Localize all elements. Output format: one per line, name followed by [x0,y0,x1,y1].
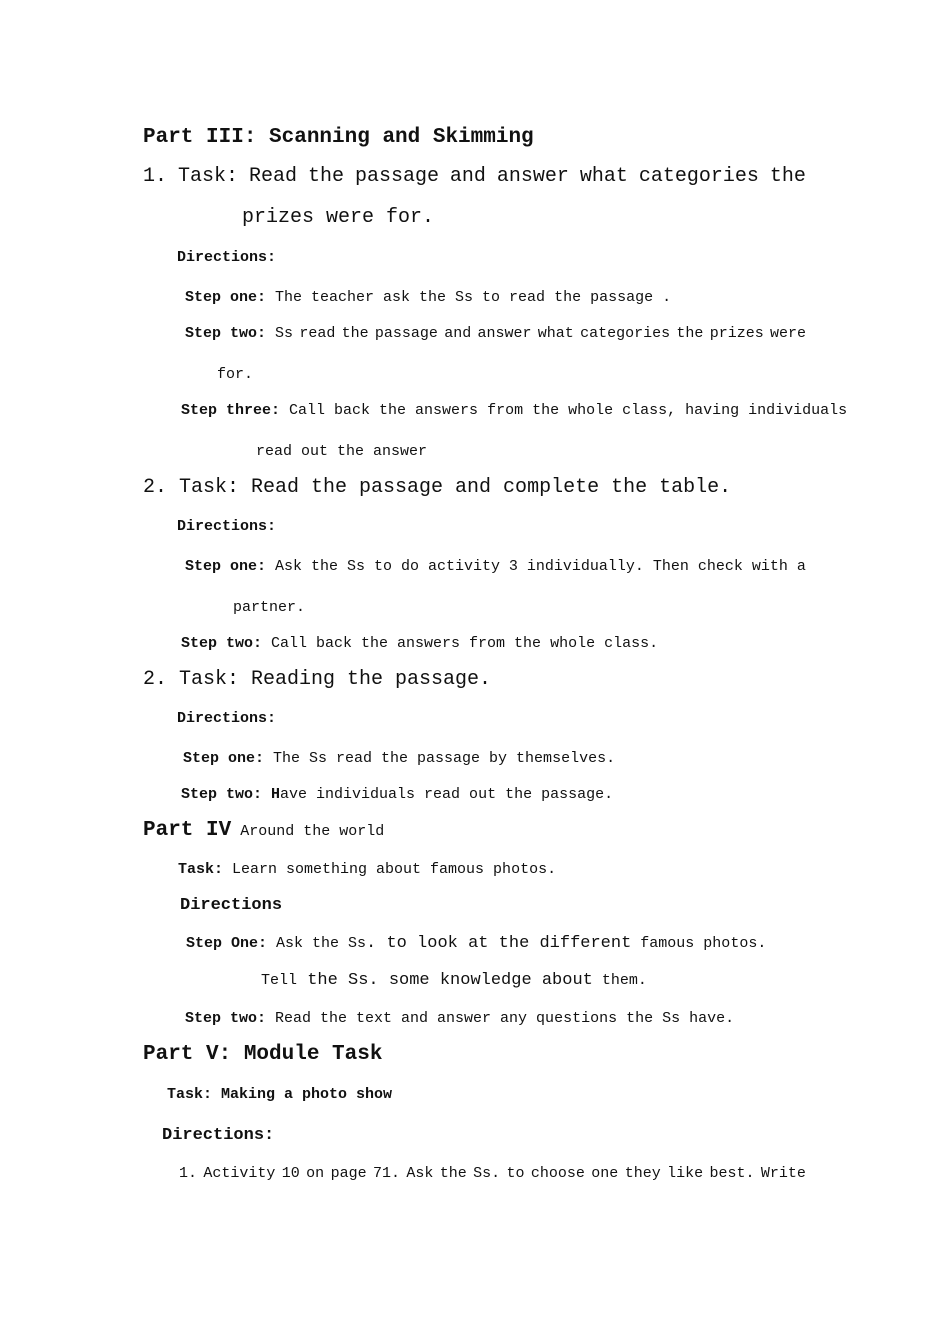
step-text-a: Ask the Ss [267,935,367,952]
word: to [506,1165,525,1182]
task1-step2-cont: for. [217,366,254,383]
word: answer [496,165,569,188]
word: with [751,558,788,575]
word: Activity [203,1165,276,1182]
task1-line2: prizes were for. [242,206,435,229]
word: 1. [179,1165,198,1182]
cont-a: Tell [261,972,298,989]
part4-heading-line [143,820,384,841]
word: Then [652,558,689,575]
word: what [537,325,574,342]
word: the [307,165,344,188]
task3-step2 [181,787,613,802]
part4-directions: Directions [180,896,283,915]
task3-directions: Directions: [177,710,277,727]
cont-b: the Ss. some knowledge about [297,971,593,990]
word: activity [427,558,500,575]
step-label: Step one: [185,289,267,306]
word: 3 [508,558,518,575]
word: they [624,1165,661,1182]
step-text: The Ss read the passage by themselves. [264,750,616,767]
step-text [275,326,806,341]
word: do [400,558,419,575]
word: read [299,325,336,342]
word: Ss. [473,1165,501,1182]
word: the [311,558,339,575]
word: the [341,325,369,342]
word: categories [580,325,671,342]
word: answer [477,325,532,342]
part4-subtitle: Around the world [231,823,385,840]
word: to [373,558,392,575]
word: choose [530,1165,585,1182]
word: and [449,165,486,188]
task1-line1 [143,167,806,187]
step-text-c: famous photos. [631,935,767,952]
word: and [444,325,472,342]
step-text-bold: H [262,786,281,803]
task-label: Task: [178,861,224,878]
step-label: Step three: [181,402,281,419]
task-text: Learn something about famous photos. [223,861,557,878]
word: passage [374,325,438,342]
task1-step3-cont: read out the answer [256,443,428,460]
step-label: Step two: [185,1010,267,1027]
task3-line: 2. Task: Reading the passage. [143,668,492,691]
part5-directions: Directions: [162,1126,275,1145]
word: Ask [275,558,303,575]
word: the [439,1165,467,1182]
word: passage [354,165,439,188]
task2-step2 [181,636,658,651]
step-text: The teacher ask the Ss to read the passage . [266,289,672,306]
step-text: Call back the answers from the whole class, having individuals [280,402,848,419]
task2-step1 [185,559,806,574]
part4-task [178,862,556,877]
part5-item1 [179,1166,806,1181]
word: Ss [346,558,365,575]
word: a [796,558,806,575]
task1-directions: Directions: [177,249,277,266]
word: the [769,165,806,188]
word: Write [760,1165,806,1182]
step-text [275,559,806,574]
task2-directions: Directions: [177,518,277,535]
step-label: Step two: [185,325,267,342]
part3-heading: Part III: Scanning and Skimming [143,126,534,149]
cont-c: them. [592,972,647,989]
word: what [579,165,628,188]
step-text: Read the text and answer any questions the Ss have. [266,1010,735,1027]
part4-step1 [186,935,766,952]
part4-heading: Part IV [143,819,232,842]
task2-step1-cont: partner. [233,599,306,616]
task2-line: 2. Task: Read the passage and complete the table. [143,476,732,499]
step-label: Step two: [181,635,263,652]
word: individually. [526,558,644,575]
step-text: ave individuals read out the passage. [280,786,614,803]
word: best. [709,1165,755,1182]
step-label: Step One: [186,935,268,952]
word: page [330,1165,367,1182]
word: check [697,558,743,575]
word: the [676,325,704,342]
word: like [667,1165,704,1182]
word: Ask [406,1165,434,1182]
word: Read [248,165,297,188]
word: one [591,1165,619,1182]
step-label: Step one: [185,558,267,575]
task1-step3 [181,403,847,418]
word: prizes [709,325,764,342]
step-label: Step two: [181,786,263,803]
step-text-b: . to look at the different [366,934,632,953]
step-label: Step one: [183,750,265,767]
word: Task: [177,165,238,188]
part5-task: Task: Making a photo show [167,1086,393,1103]
word: 1. [143,165,168,188]
word: were [769,325,806,342]
word: 10 [281,1165,300,1182]
word: categories [638,165,759,188]
step-text: Call back the answers from the whole class. [262,635,659,652]
task1-step2 [185,326,806,341]
part5-heading: Part V: Module Task [143,1043,383,1066]
word: on [306,1165,325,1182]
part4-step1-cont [261,972,647,989]
part4-step2 [185,1011,734,1026]
word: 71. [372,1165,400,1182]
task1-step1 [185,290,671,305]
task3-step1 [183,751,615,766]
word: Ss [275,325,294,342]
